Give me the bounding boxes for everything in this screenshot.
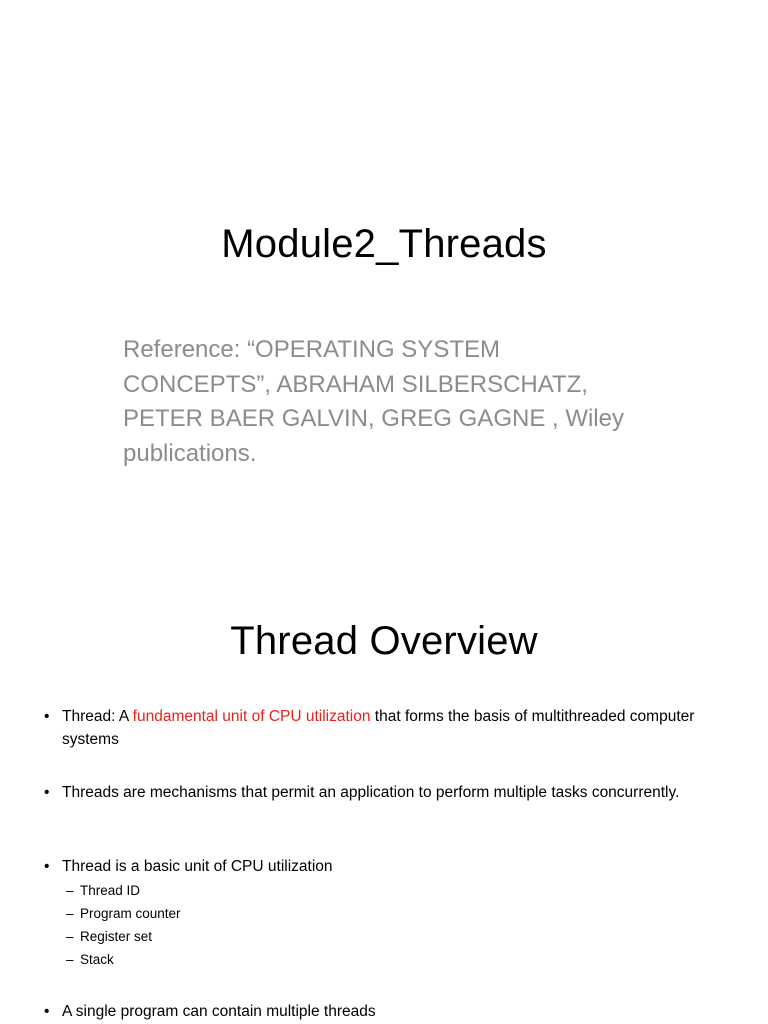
sub-bullet-item [66,879,734,902]
content-slide [0,576,768,1024]
bullet-item [44,705,734,751]
bullet-item [44,855,734,971]
bullet-text: Thread is a basic unit of CPU utilization [62,858,333,875]
sub-bullet-item [66,925,734,948]
highlighted-term: fundamental unit of CPU utilization [132,708,371,725]
bullet-lead-text: Thread: A [62,708,133,725]
subtitle-line: Reference: “OPERATING SYSTEM [123,336,500,363]
subtitle-line: CONCEPTS”, ABRAHAM SILBERSCHATZ, [123,370,588,398]
sub-bullet-text: Thread ID [80,883,141,898]
slide-title: Thread Overview [230,619,538,663]
sub-bullet-text: Stack [80,952,114,967]
bullet-item [44,1000,734,1023]
sub-bullet-marker: – [66,906,74,921]
bullet-text [62,705,734,751]
sub-bullet-item [66,948,734,971]
reference-subtitle [123,333,643,471]
slide-title: Module2_Threads [221,222,547,266]
bullet-list [0,576,768,1024]
subtitle-line: publications. [123,439,257,467]
bullet-text: A single program can contain multiple threads [62,1003,376,1020]
sub-bullet-marker: – [66,883,74,898]
sub-bullet-text: Program counter [80,906,181,921]
bullet-marker: • [44,708,50,725]
sub-bullet-item [66,902,734,925]
bullet-rest-text: that forms the basis of multithreaded computer systems [62,708,695,748]
bullet-item [44,781,734,804]
bullet-marker: • [44,1003,50,1020]
sub-bullet-list [44,879,734,971]
sub-bullet-marker: – [66,952,74,967]
subtitle-line: PETER BAER GALVIN, GREG GAGNE , Wiley [123,405,624,432]
bullet-marker: • [44,784,50,801]
bullet-marker: • [44,858,50,875]
sub-bullet-marker: – [66,929,74,944]
bullet-text: Threads are mechanisms that permit an application to perform multiple tasks concurrently. [62,784,680,801]
sub-bullet-text: Register set [80,929,153,944]
